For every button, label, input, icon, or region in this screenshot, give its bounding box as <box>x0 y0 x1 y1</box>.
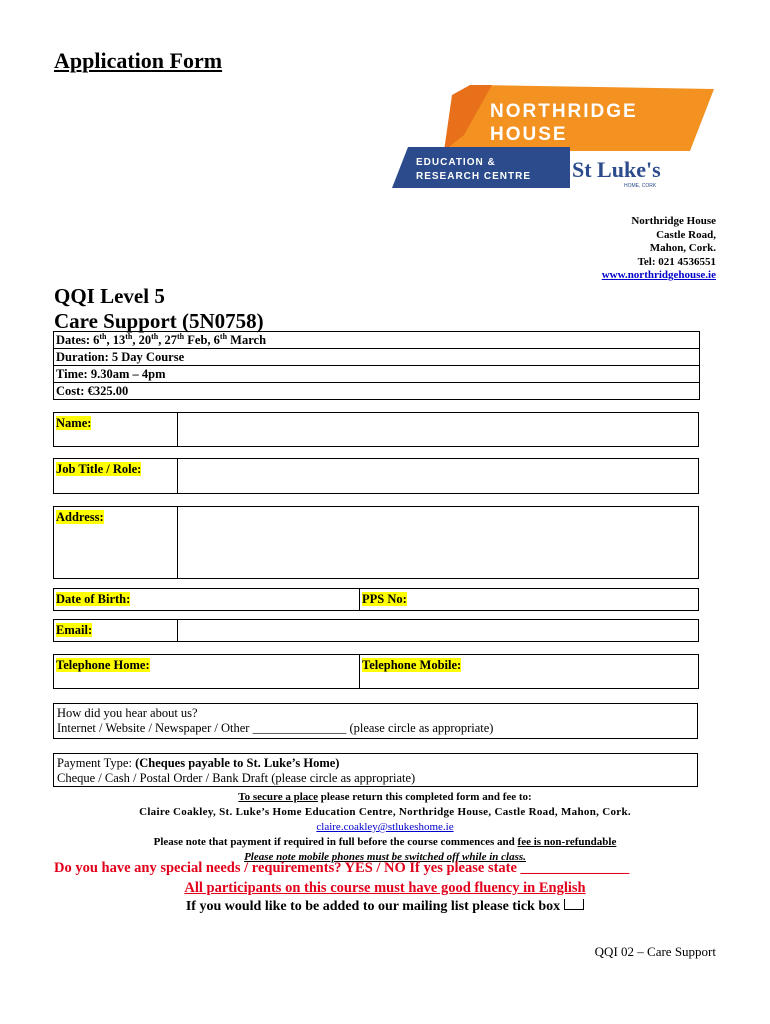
telephone-mobile-input[interactable] <box>360 655 699 689</box>
course-name: Care Support (5N0758) <box>54 309 264 333</box>
logo-text-line2: HOUSE <box>490 124 568 145</box>
mailing-list-line <box>0 899 770 915</box>
pps-label: PPS No: <box>362 592 407 606</box>
course-level: QQI Level 5 <box>54 284 165 308</box>
dob-label: Date of Birth: <box>56 592 131 606</box>
payment-options: Cheque / Cash / Postal Order / Bank Draft (please circle as appropriate) <box>57 771 416 785</box>
job-title-input[interactable] <box>178 459 699 494</box>
telephone-mobile-label: Telephone Mobile: <box>362 658 462 672</box>
course-cost: Cost: €325.00 <box>56 384 129 398</box>
payment-box[interactable] <box>53 753 698 787</box>
secure-place-text: To secure a place <box>238 791 319 803</box>
non-refundable-text: fee is non-refundable <box>517 836 617 848</box>
address-label: Address: <box>56 510 104 524</box>
email-input[interactable] <box>178 620 699 642</box>
job-field-row <box>53 458 699 494</box>
return-instructions: To secure a place please return this completed form and fee to: Claire Coakley, St. Luke’s Home Education Centre, Northridge House, Castle Road, Mahon, Cork. claire.coakley@stlukeshome.ie Please note that payment if required in full before the course commences and fee is non-refundable Please note mobile phones must be switched off while in class. <box>0 790 770 865</box>
course-duration: Duration: 5 Day Course <box>54 349 699 366</box>
email-label: Email: <box>56 623 93 637</box>
return-contact: Claire Coakley, St. Luke’s Home Education Centre, Northridge House, Castle Road, Mahon, Cork. <box>139 806 631 818</box>
organisation-address <box>602 215 716 283</box>
payment-note: (Cheques payable to St. Luke’s Home) <box>135 756 340 770</box>
pps-input[interactable] <box>360 589 699 611</box>
job-title-label: Job Title / Role: <box>56 462 142 476</box>
name-field-row <box>53 412 699 447</box>
hear-options: Internet / Website / Newspaper / Other _______________ (please circle as appropriate) <box>57 721 494 735</box>
logo-text-line1: NORTHRIDGE <box>490 101 638 122</box>
telephone-home-input[interactable] <box>54 655 360 689</box>
mobile-phones-notice: Please note mobile phones must be switched off while in class. <box>244 851 526 863</box>
address-telephone: Tel: 021 4536551 <box>637 255 716 268</box>
page-footer: QQI 02 – Care Support <box>594 944 716 959</box>
address-field-row <box>53 506 699 579</box>
name-label: Name: <box>56 416 92 430</box>
email-field-row <box>53 619 699 642</box>
address-input[interactable] <box>178 507 699 579</box>
course-info-box <box>53 331 700 400</box>
course-time: Time: 9.30am – 4pm <box>54 366 699 383</box>
name-input[interactable] <box>178 413 699 447</box>
course-heading <box>54 284 264 334</box>
telephone-home-label: Telephone Home: <box>56 658 150 672</box>
address-line: Northridge House <box>631 215 716 227</box>
dob-input[interactable] <box>54 589 360 611</box>
special-needs-question[interactable]: Do you have any special needs / requirements? YES / NO If yes please state _______________ <box>54 860 630 876</box>
telephone-row <box>53 654 699 689</box>
fluency-notice: All participants on this course must have good fluency in English <box>184 880 586 896</box>
dob-pps-row <box>53 588 699 611</box>
hear-about-box[interactable] <box>53 703 698 739</box>
page-title: Application Form <box>54 48 223 73</box>
payment-type-line: Payment Type: (Cheques payable to St. Luke’s Home) <box>57 756 340 770</box>
logo-stlukes: St Luke's <box>572 157 661 182</box>
logo-edu-line2: RESEARCH CENTRE <box>416 171 532 182</box>
contact-email-link[interactable]: claire.coakley@stlukeshome.ie <box>316 821 454 833</box>
mailing-list-text: If you would like to be added to our mailing list please tick box <box>185 899 561 914</box>
address-line: Mahon, Cork. <box>649 242 716 254</box>
course-dates: Dates: 6th, 13th, 20th, 27th Feb, 6th March <box>54 332 699 349</box>
hear-question: How did you hear about us? <box>57 706 198 720</box>
address-line: Castle Road, <box>656 228 716 241</box>
logo-cork: HOME, CORK <box>624 183 657 189</box>
logo-edu-line1: EDUCATION & <box>416 157 496 168</box>
northridge-logo <box>392 85 714 190</box>
website-link[interactable]: www.northridgehouse.ie <box>601 269 716 281</box>
mailing-list-checkbox[interactable] <box>564 899 584 910</box>
